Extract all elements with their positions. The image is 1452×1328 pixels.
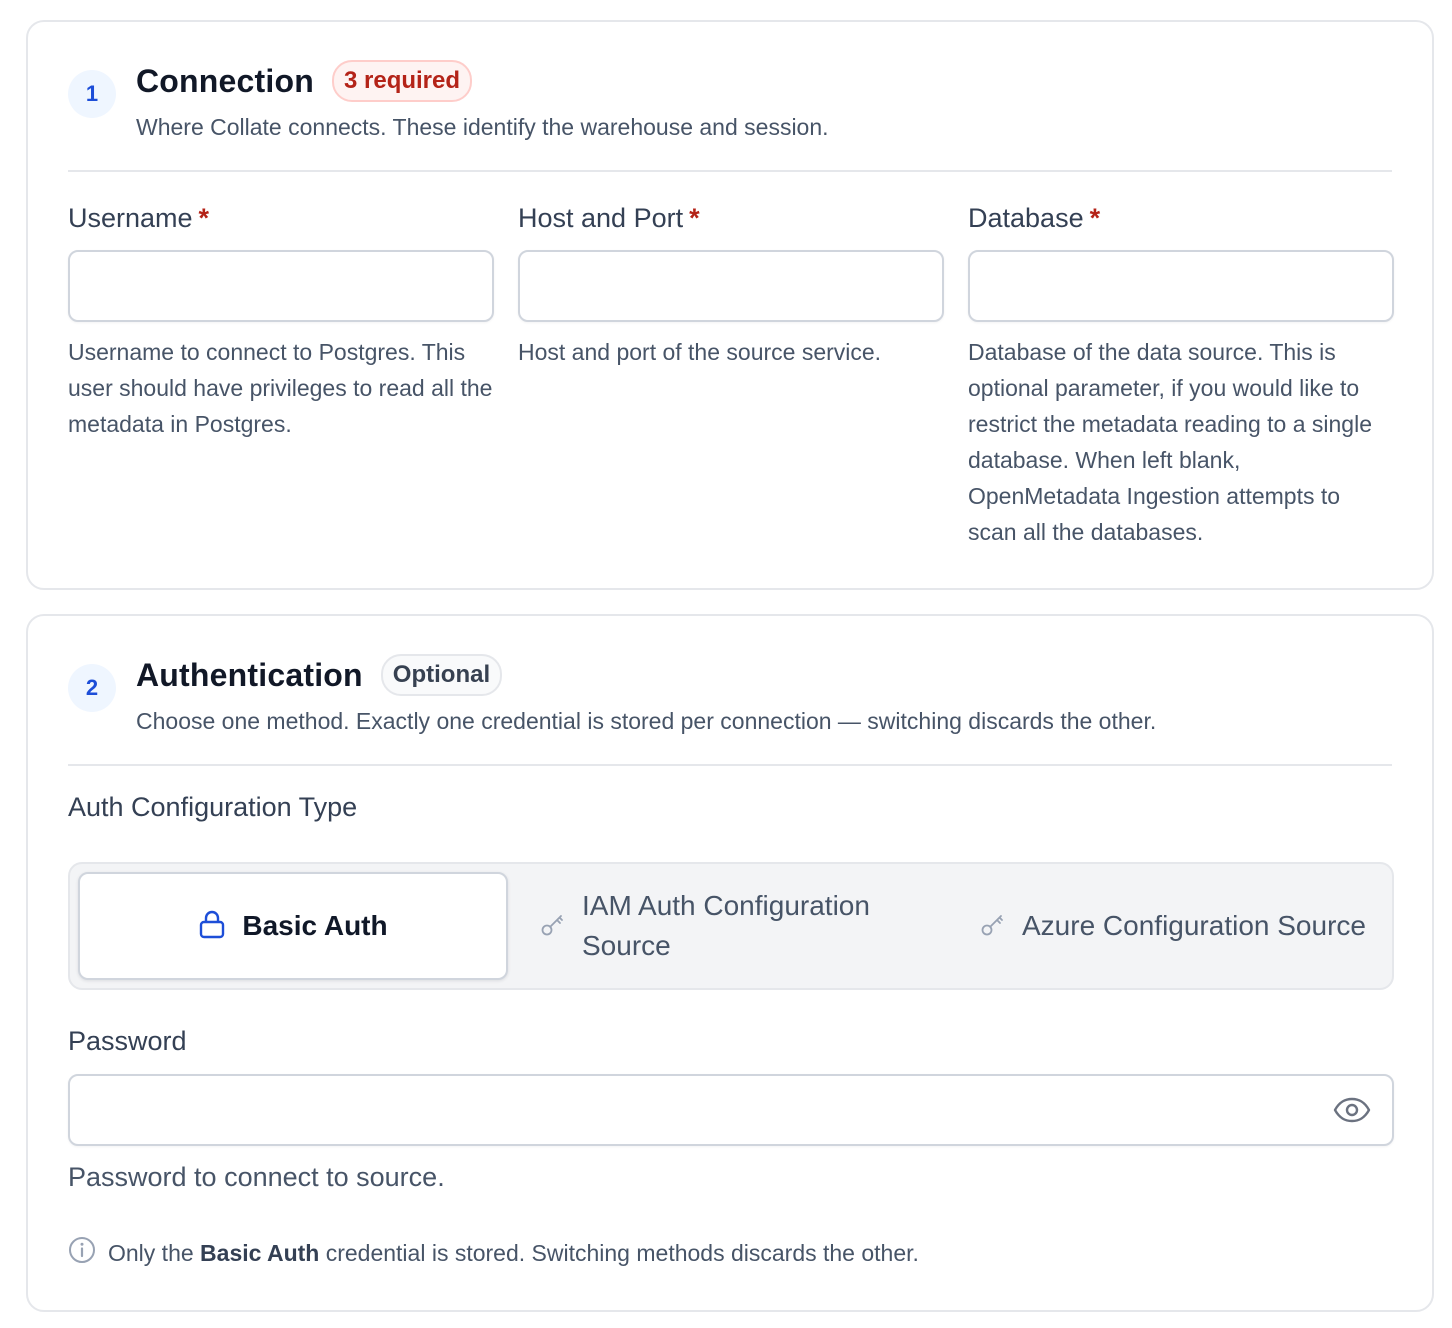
connection-title-row — [136, 60, 472, 102]
note-highlight: Basic Auth — [200, 1239, 320, 1266]
database-field — [968, 198, 1394, 550]
azure-config-label: Azure Configuration Source — [1022, 910, 1366, 941]
required-asterisk: * — [1089, 203, 1101, 233]
authentication-section — [26, 614, 1434, 1312]
section-divider — [68, 764, 1392, 766]
basic-auth-option[interactable] — [78, 872, 508, 980]
username-label: Username — [68, 203, 193, 233]
iam-auth-label: IAM Auth Configuration Source — [582, 890, 870, 961]
username-help-text: Username to connect to Postgres. This user should have privileges to read all the metadata in Postgres. — [68, 339, 493, 437]
optional-badge: Optional — [381, 654, 502, 696]
password-input[interactable] — [70, 1076, 1310, 1144]
required-count-badge: 3 required — [332, 60, 472, 102]
step-number-badge: 2 — [68, 664, 116, 712]
password-label: Password — [68, 1026, 187, 1056]
key-icon — [980, 911, 1006, 942]
section-title: Authentication — [136, 656, 363, 693]
host-port-label: Host and Port — [518, 203, 684, 233]
azure-config-option[interactable] — [980, 872, 1380, 980]
connection-section — [26, 20, 1434, 590]
host-port-help-text: Host and port of the source service. — [518, 339, 882, 365]
storage-note — [68, 1236, 919, 1270]
host-port-field — [518, 198, 944, 370]
authentication-title-row — [136, 654, 502, 696]
username-field — [68, 198, 494, 442]
step-number-badge: 1 — [68, 70, 116, 118]
auth-type-selector — [68, 862, 1394, 990]
basic-auth-label: Basic Auth — [242, 910, 388, 941]
database-label: Database — [968, 203, 1084, 233]
eye-icon[interactable] — [1332, 1092, 1372, 1128]
password-help-text: Password to connect to source. — [68, 1162, 445, 1192]
lock-icon — [198, 909, 226, 944]
section-title: Connection — [136, 62, 314, 99]
section-subtitle: Where Collate connects. These identify the warehouse and session. — [136, 114, 829, 140]
note-suffix: credential is stored. Switching methods discards the other. — [325, 1239, 919, 1266]
section-divider — [68, 170, 1392, 172]
note-prefix: Only the — [108, 1239, 194, 1266]
host-port-input[interactable] — [518, 250, 944, 322]
info-icon — [68, 1236, 96, 1270]
key-icon — [540, 911, 566, 942]
database-input[interactable] — [968, 250, 1394, 322]
password-field — [68, 1074, 1394, 1146]
auth-type-label: Auth Configuration Type — [68, 792, 358, 822]
section-subtitle: Choose one method. Exactly one credential is stored per connection — switching discards the other. — [136, 708, 1157, 734]
iam-auth-option[interactable] — [540, 872, 940, 980]
required-asterisk: * — [198, 203, 210, 233]
database-help-text: Database of the data source. This is optional parameter, if you would like to restrict the metadata reading to a single database. When left blank, OpenMetadata Ingestion attempts to scan all the databases. — [968, 339, 1373, 545]
required-asterisk: * — [689, 203, 700, 233]
username-input[interactable] — [68, 250, 494, 322]
